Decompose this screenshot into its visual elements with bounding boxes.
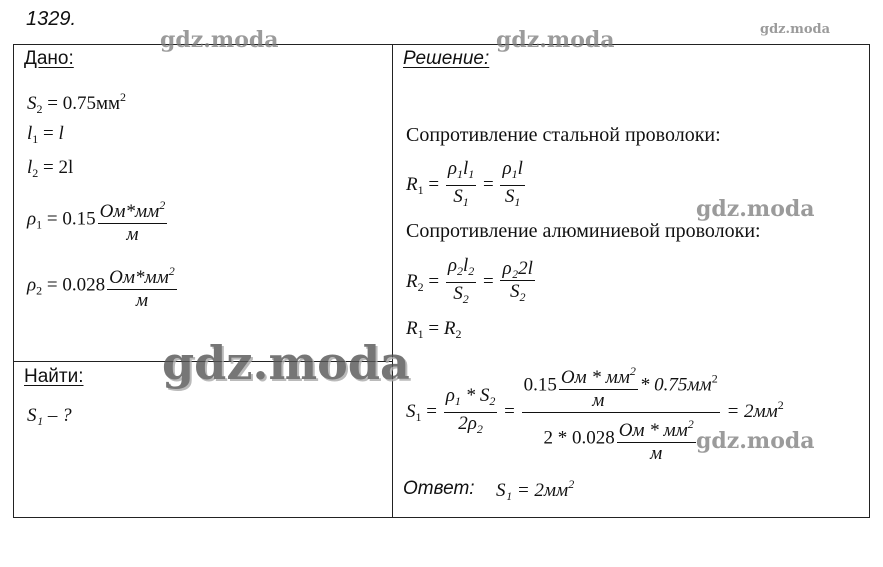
formula-r1: $R_1$ = $\frac{\rho_1l_1}{S_1}$ = $\frac{\rho_1l}{S_1}$	[406, 158, 523, 209]
column-divider	[392, 44, 393, 518]
watermark-logo: gdz.moda	[696, 196, 815, 222]
formula-r-equal: $R_1 = R_2$	[406, 318, 462, 341]
solution-heading: Решение:	[403, 48, 490, 69]
watermark-logo: gdz.moda	[496, 27, 615, 53]
answer-label: Ответ:	[403, 478, 475, 499]
given-heading: Дано:	[24, 48, 74, 69]
formula-r2: $R_2$ = $\frac{\rho_2l_2}{S_2}$ = $\frac{\text{ρ₂2l}}{S_2}$	[406, 255, 533, 306]
watermark-logo: gdz.moda	[160, 27, 279, 53]
watermark-logo: gdz.moda	[760, 22, 831, 37]
watermark-logo: gdz.moda	[696, 428, 815, 454]
watermark-logo: gdz.moda	[162, 336, 410, 390]
given-rho1: $\rho_1 = 0.15$ $\frac{Ом*мм^2}{м}$	[27, 194, 169, 246]
find-item: S₁ – ?	[27, 405, 72, 426]
given-l1: $l_1 = l$	[27, 123, 64, 146]
text-aluminum-resistance: Сопротивление алюминиевой проволоки:	[406, 220, 761, 242]
given-rho2: $\rho_2 = 0.028$ $\frac{Ом*мм^2}{м}$	[27, 260, 179, 312]
problem-number: 1329.	[26, 8, 77, 30]
given-l2: $l_2 = 2l$	[27, 157, 74, 180]
formula-s1: $S_1$ = $\frac{\rho_1 * S_2}{2\rho_2}$ = 0.15 $\frac{Ом * мм^2}{м}$ * $0.75мм^2$ 2 * 0.028 $\frac{Ом * мм^2}{м}$ = $2мм^2$	[406, 360, 784, 465]
text-steel-resistance: Сопротивление стальной проволоки:	[406, 124, 721, 146]
answer-value: $S_1 = 2мм^2$	[496, 477, 575, 501]
find-heading: Найти:	[24, 366, 84, 387]
given-s2: $S_2 = 0.75мм^2$	[27, 90, 127, 116]
